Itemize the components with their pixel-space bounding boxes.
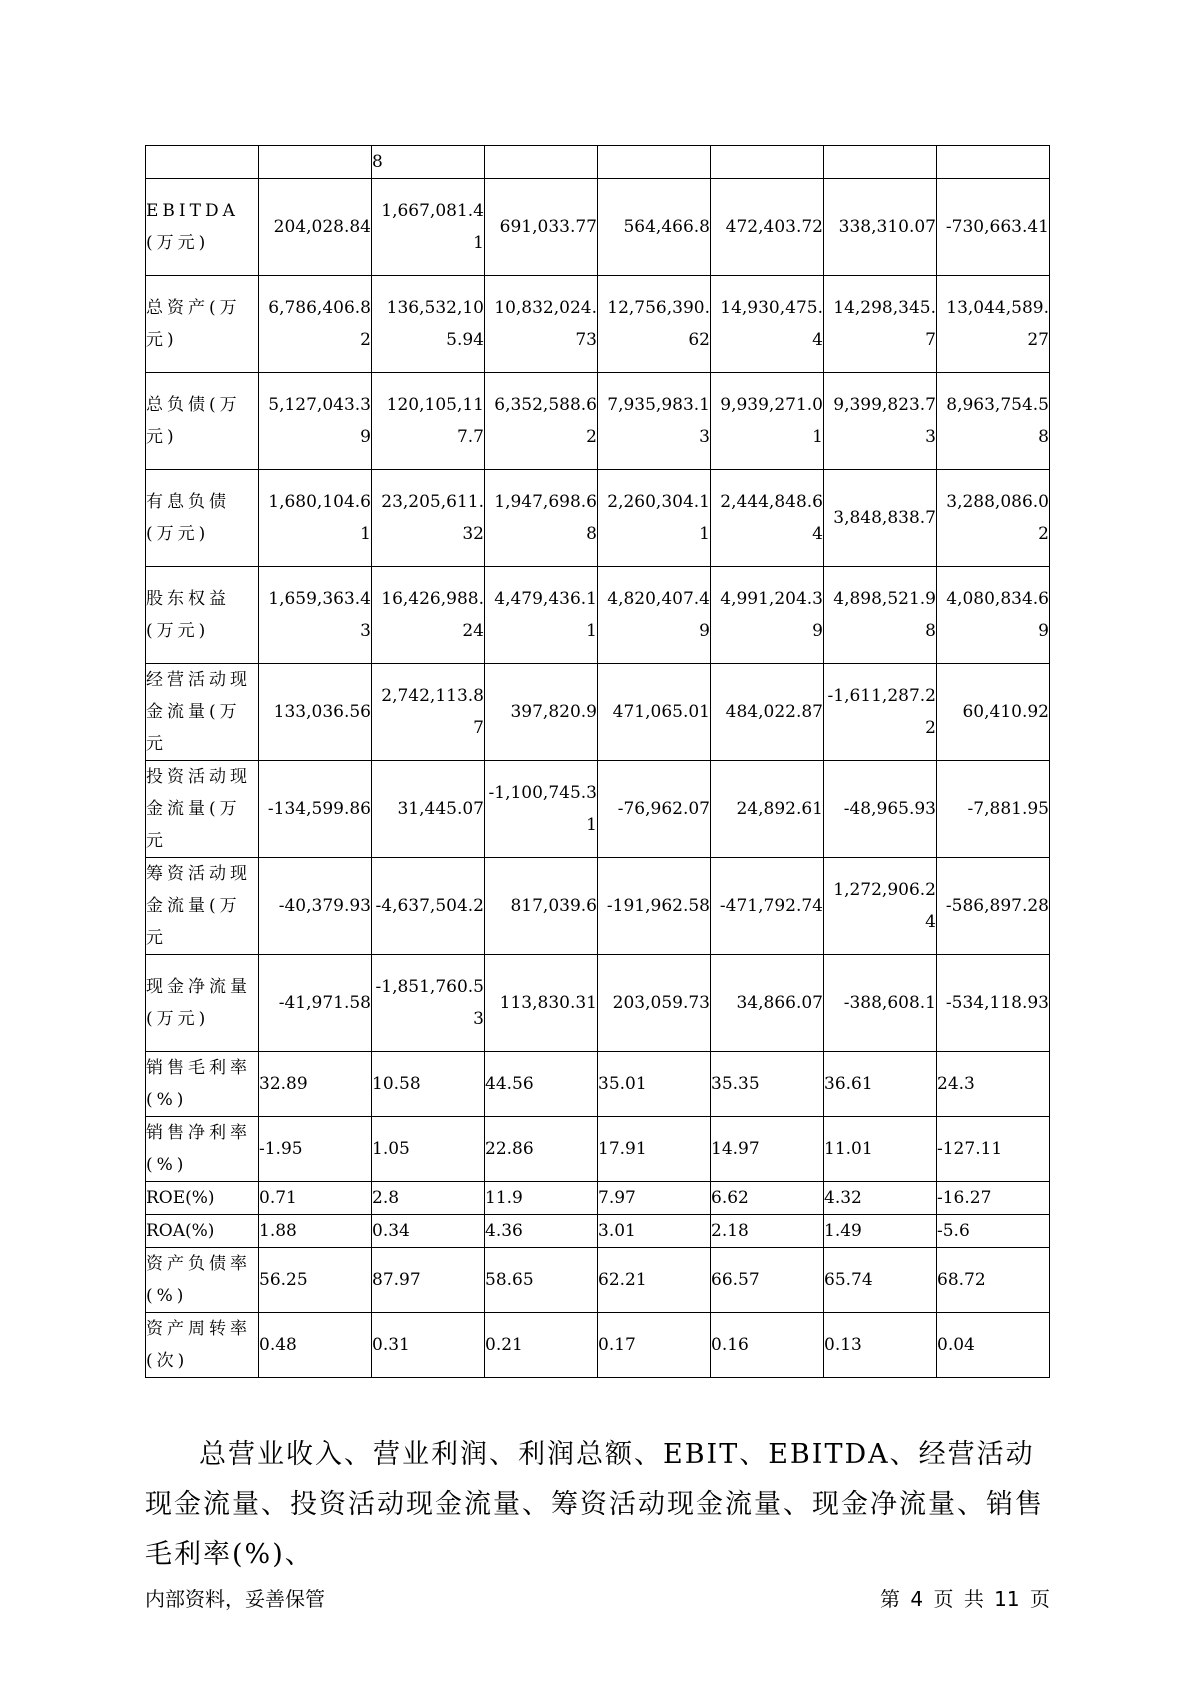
table-row [146,1248,1050,1313]
table-cell: 24.3 [937,1052,1050,1117]
table-row [146,955,1050,1052]
table-cell: -586,897.28 [937,858,1050,955]
table-cell: 1.88 [259,1215,372,1248]
row-label: 经营活动现金流量(万元 [146,664,259,761]
table-cell: 13,044,589.27 [937,276,1050,373]
table-cell: 9,939,271.01 [711,373,824,470]
table-cell: -730,663.41 [937,179,1050,276]
table-cell: -134,599.86 [259,761,372,858]
table-cell: 4,898,521.98 [824,567,937,664]
table-cell: 34,866.07 [711,955,824,1052]
table-cell [824,146,937,179]
row-label: EBITDA(万元) [146,179,259,276]
table-cell: 113,830.31 [485,955,598,1052]
table-cell: 136,532,105.94 [372,276,485,373]
row-label: 总资产(万元) [146,276,259,373]
table-cell: -534,118.93 [937,955,1050,1052]
table-cell: 472,403.72 [711,179,824,276]
table-cell: 204,028.84 [259,179,372,276]
table-cell: 564,466.8 [598,179,711,276]
table-cell: -48,965.93 [824,761,937,858]
table-cell: 4.36 [485,1215,598,1248]
table-row [146,1182,1050,1215]
table-cell: 36.61 [824,1052,937,1117]
table-row [146,1215,1050,1248]
table-cell: 0.13 [824,1313,937,1378]
table-row [146,373,1050,470]
table-row [146,664,1050,761]
table-cell: -5.6 [937,1215,1050,1248]
footer-confidential-note: 内部资料，妥善保管 [145,1587,325,1611]
table-cell: 691,033.77 [485,179,598,276]
table-cell: 6,352,588.62 [485,373,598,470]
table-cell: 22.86 [485,1117,598,1182]
table-cell: -1,611,287.22 [824,664,937,761]
table-cell: -191,962.58 [598,858,711,955]
table-row [146,1313,1050,1378]
table-cell: 120,105,117.7 [372,373,485,470]
table-cell: 14.97 [711,1117,824,1182]
row-label: 股东权益(万元) [146,567,259,664]
table-cell: 1.49 [824,1215,937,1248]
row-label: 投资活动现金流量(万元 [146,761,259,858]
table-cell: -388,608.1 [824,955,937,1052]
table-cell: 68.72 [937,1248,1050,1313]
table-cell: 3,288,086.02 [937,470,1050,567]
table-cell: 2,742,113.87 [372,664,485,761]
table-cell: 0.04 [937,1313,1050,1378]
table-cell: 0.21 [485,1313,598,1378]
table-cell [485,146,598,179]
row-label: 销售毛利率(%) [146,1052,259,1117]
table-cell [711,146,824,179]
table-cell: -40,379.93 [259,858,372,955]
table-cell: 12,756,390.62 [598,276,711,373]
table-cell: 87.97 [372,1248,485,1313]
row-label: 资产周转率(次) [146,1313,259,1378]
table-cell: 32.89 [259,1052,372,1117]
table-cell: 338,310.07 [824,179,937,276]
table-cell: -16.27 [937,1182,1050,1215]
table-cell: -1,851,760.53 [372,955,485,1052]
table-row [146,146,1050,179]
row-label: ROE(%) [146,1182,259,1215]
table-cell: 10.58 [372,1052,485,1117]
table-cell: 58.65 [485,1248,598,1313]
table-cell: 0.71 [259,1182,372,1215]
table-cell: 7.97 [598,1182,711,1215]
table-cell: 133,036.56 [259,664,372,761]
table-cell: 10,832,024.73 [485,276,598,373]
table-cell [598,146,711,179]
table-cell: -127.11 [937,1117,1050,1182]
table-cell: 66.57 [711,1248,824,1313]
table-cell: 1,947,698.68 [485,470,598,567]
table-cell: -7,881.95 [937,761,1050,858]
table-row [146,761,1050,858]
table-row [146,1052,1050,1117]
row-label: 筹资活动现金流量(万元 [146,858,259,955]
table-cell: 3.01 [598,1215,711,1248]
table-cell: 2,444,848.64 [711,470,824,567]
table-cell: 44.56 [485,1052,598,1117]
table-cell: -1,100,745.31 [485,761,598,858]
table-cell: 0.17 [598,1313,711,1378]
table-cell: -471,792.74 [711,858,824,955]
table-cell: 484,022.87 [711,664,824,761]
table-cell: 11.9 [485,1182,598,1215]
table-cell: 35.35 [711,1052,824,1117]
table-cell: 471,065.01 [598,664,711,761]
paragraph-text: 总营业收入、营业利润、利润总额、EBIT、EBITDA、经营活动现金流量、投资活动现金流量、筹资活动现金流量、现金净流量、销售毛利率(%)、 [145,1439,1044,1570]
table-cell: 4,080,834.69 [937,567,1050,664]
table-cell: 56.25 [259,1248,372,1313]
table-cell: 7,935,983.13 [598,373,711,470]
table-cell: -4,637,504.2 [372,858,485,955]
table-cell: 31,445.07 [372,761,485,858]
table-cell [937,146,1050,179]
table-row [146,567,1050,664]
table-cell: 817,039.6 [485,858,598,955]
financial-table [145,145,1050,1378]
table-cell: 60,410.92 [937,664,1050,761]
table-cell: 1,272,906.24 [824,858,937,955]
table-cell [146,146,259,179]
table-cell: 4,991,204.39 [711,567,824,664]
table-cell: 0.34 [372,1215,485,1248]
row-label: 销售净利率(%) [146,1117,259,1182]
table-row [146,1117,1050,1182]
row-label: 现金净流量(万元) [146,955,259,1052]
table-cell: 1.05 [372,1117,485,1182]
table-row [146,858,1050,955]
table-cell: 0.48 [259,1313,372,1378]
row-label: 资产负债率(%) [146,1248,259,1313]
table-cell: 1,680,104.61 [259,470,372,567]
table-cell: 4.32 [824,1182,937,1215]
table-cell: 1,659,363.43 [259,567,372,664]
table-cell: 6,786,406.82 [259,276,372,373]
table-cell: 4,820,407.49 [598,567,711,664]
table-cell: 14,298,345.7 [824,276,937,373]
table-cell: -76,962.07 [598,761,711,858]
table-cell: 14,930,475.4 [711,276,824,373]
footer-page-number: 第 4 页 共 11 页 [880,1587,1050,1611]
table-cell: 4,479,436.11 [485,567,598,664]
table-cell: 9,399,823.73 [824,373,937,470]
table-cell: 2.8 [372,1182,485,1215]
table-cell: 6.62 [711,1182,824,1215]
table-row [146,470,1050,567]
table-cell [259,146,372,179]
row-label: 有息负债(万元) [146,470,259,567]
table-cell: -1.95 [259,1117,372,1182]
table-cell: 24,892.61 [711,761,824,858]
table-cell: 5,127,043.39 [259,373,372,470]
table-cell: 11.01 [824,1117,937,1182]
table-cell: 62.21 [598,1248,711,1313]
table-cell: 16,426,988.24 [372,567,485,664]
table-cell: 397,820.9 [485,664,598,761]
row-label: ROA(%) [146,1215,259,1248]
table-cell: 2.18 [711,1215,824,1248]
table-cell: 23,205,611.32 [372,470,485,567]
table-cell: 3,848,838.7 [824,470,937,567]
table-row [146,179,1050,276]
table-cell: 203,059.73 [598,955,711,1052]
table-cell: 2,260,304.11 [598,470,711,567]
table-row [146,276,1050,373]
table-cell: 1,667,081.41 [372,179,485,276]
table-cell: 8 [372,146,485,179]
table-cell: 0.31 [372,1313,485,1378]
table-cell: 35.01 [598,1052,711,1117]
table-cell: -41,971.58 [259,955,372,1052]
table-cell: 0.16 [711,1313,824,1378]
row-label: 总负债(万元) [146,373,259,470]
table-cell: 17.91 [598,1117,711,1182]
table-cell: 8,963,754.58 [937,373,1050,470]
body-paragraph [145,1430,1050,1580]
table-cell: 65.74 [824,1248,937,1313]
